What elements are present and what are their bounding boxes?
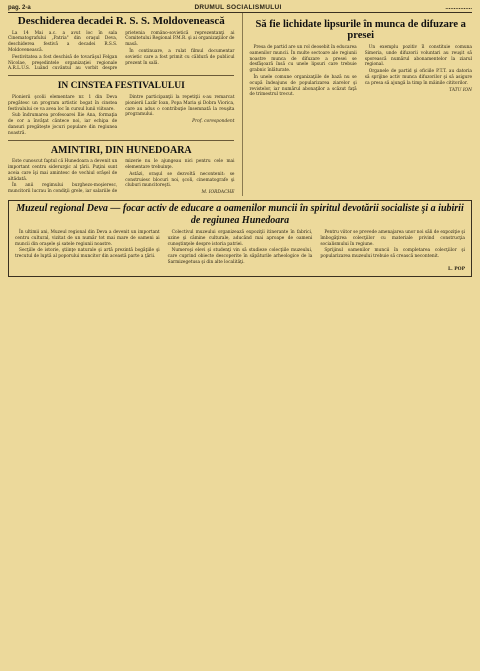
article-amintiri [8, 146, 234, 196]
museum-article-title: Muzeul regional Deva — focar activ de educare a oamenilor muncii în spiritul devotării socialiste şi a iubirii de regiunea Hunedoara [16, 203, 464, 226]
newspaper-name: DRUMUL SOCIALISMULUI [194, 4, 282, 11]
paragraph: Dintre participanţii la repetiţii s-au remarcat pionierii Lazăr Ioan, Popa Maria şi Dobra Viorica, care au adus o contribuţie însemnată la reuşita programului. [125, 95, 235, 118]
paragraph: În unele comune organizaţiile de bază nu se ocupă îndeajuns de popularizarea ziarelor şi revistelor, iar numărul abonaţilor a scăzut faţă de trimestrul trecut. [249, 75, 357, 98]
paragraph: Pionierii şcolii elementare nr. 1 din Deva pregătesc un program artistic bogat în cinstea festivalului ce va avea loc în cursul lunii viitoare. [8, 95, 118, 112]
page-header [8, 4, 472, 13]
paragraph: Pentru viitor se prevede amenajarea unor noi săli de expoziţie şi îmbogăţirea colecţiilor cu materiale privind construcţia socialismului în regiune. [320, 230, 465, 247]
paragraph: Organele de partid şi oficiile P.T.T. au datoria să sprijine activ munca difuzorilor şi să asigure ca presa să ajungă la timp în mâinile cititorilor. [364, 69, 472, 86]
paragraph: Presa de partid are un rol deosebit în educarea oamenilor muncii. În multe sectoare ale regiunii noastre munca de difuzare a presei se desfăşoară însă cu unele lipsuri care trebuie grabnic înlăturate. [249, 45, 357, 74]
page-number: pag. 2-a [8, 5, 31, 11]
article-decada-title: Deschiderea decadei R. S. S. Moldovenească [17, 15, 225, 27]
article-amintiri-author: M. IORDACHE [201, 190, 235, 196]
museum-article-body [15, 230, 465, 266]
article-decada-body [8, 31, 234, 73]
header-date: ................ [445, 5, 472, 11]
paragraph: În continuare, a rulat filmul documentar sovietic care a fost primit cu căldură de publicul prezent în sală. [125, 48, 235, 66]
article-presa-title: Să fie lichidate lipsurile în munca de difuzare a presei [255, 19, 466, 42]
divider [8, 75, 234, 76]
paragraph: La 14 Mai a.c. a avut loc în sala Cinematografului „Patria" din oraşul Deva, deschiderea festivă a decadei R.S.S. Moldovenească. [8, 30, 118, 53]
museum-article-author: L. POP [448, 266, 465, 272]
paragraph: În ultimii ani, Muzeul regional din Deva a devenit un important centru cultural, vizitat de un număr tot mai mare de oameni ai muncii din oraşele şi satele regiunii noastre. [15, 230, 160, 247]
museum-article-box [8, 200, 472, 277]
paragraph: Colectivul muzeului organizează expoziţii itinerante în fabrici, uzine şi cămine culturale, aducând mai aproape de oameni cunoştinţele despre istoria patriei. [167, 230, 313, 247]
paragraph: Sprijinul oamenilor muncii în completarea colecţiilor şi popularizarea muzeului trebuie să crească necontenit. [320, 248, 465, 260]
article-festival [8, 82, 234, 137]
article-festival-title: IN CINSTEA FESTIVALULUI [57, 81, 185, 92]
top-section [8, 13, 472, 196]
paragraph: Secţiile de istorie, ştiinţe naturale şi artă prezintă bogăţiile şi trecutul de luptă al poporului muncitor din această parte a ţării. [15, 248, 160, 260]
divider [8, 140, 234, 141]
article-festival-body [8, 95, 234, 137]
paragraph: Astăzi, oraşul se dezvoltă necontenit: se construiesc blocuri noi, şcoli, cinematografe şi cluburi muncitoreşti. [125, 171, 235, 189]
left-column-block [8, 13, 234, 196]
article-amintiri-body [8, 159, 234, 196]
article-decada [8, 16, 234, 72]
article-festival-author: Prof. corespondent [192, 119, 235, 125]
paragraph: Numeroşi elevi şi studenţi vin să studieze colecţiile muzeului, care cuprind obiecte descoperite în săpăturile arheologice de la Sarmizegetusa şi din alte localităţi. [167, 248, 313, 266]
article-presa-author: TATU ION [449, 87, 472, 93]
paragraph: În anii regimului burghezo-moşieresc, muncitorii lucrau în condiţii grele, iar salariile de mizerie nu le ajungeau nici pentru cele mai elementare trebuinţe. [8, 159, 235, 195]
paragraph: Un exemplu pozitiv îl constituie comuna Simeria, unde difuzorii voluntari au reuşit să sporească numărul abonamentelor la ziarul regional. [364, 45, 472, 68]
paragraph: Festivitatea a fost deschisă de tovarăşul Felgan Nicolae, preşedintele organizaţiei regionale A.R.L.U.S. Luând cuvântul au vorbit despre prietenia româno-sovietică reprezentanţi ai Comitetului Regional P.M.R. şi ai organizaţiilor de masă. [8, 30, 235, 72]
article-presa-body [249, 45, 472, 98]
article-amintiri-title: AMINTIRI, DIN HUNEDOARA [50, 144, 192, 156]
paragraph: Sub îndrumarea profesoarei Ilie Ana, formaţia de cor a învăţat cântece noi, iar echipa de dansuri pregăteşte jocuri populare din regiunea noastră. [8, 113, 118, 136]
paragraph: Este cunoscut faptul că Hunedoara a devenit un important centru siderurgic al ţării. Puţini sunt aceia care îşi mai amintesc de vechiul orăşel de altădată. [8, 159, 118, 182]
right-column-block [242, 13, 472, 196]
